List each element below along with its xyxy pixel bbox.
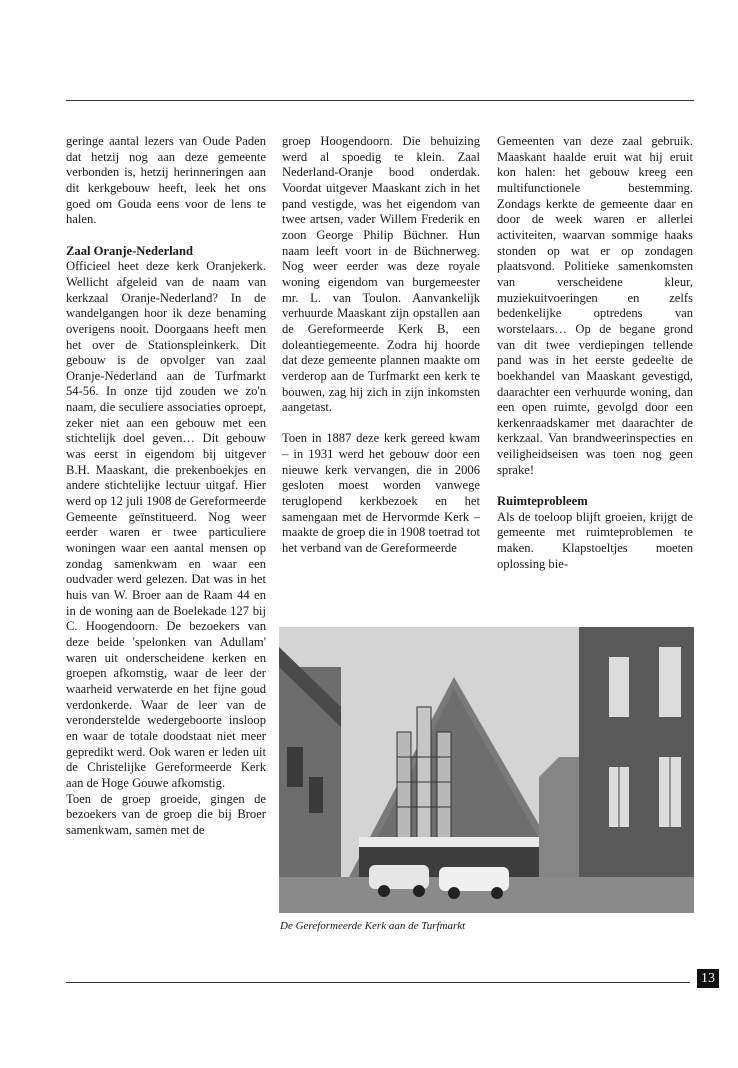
church-photo [279,627,694,913]
paragraph: geringe aantal lezers van Oude Paden dat hetzij nog aan deze gemeente verbonden is, hetzij herinneringen aan dit kerkgebouw heeft, leek het ons goed om Gouda eens voor de lens te halen. [66,134,266,227]
section-heading: Ruimteprobleem [497,494,588,509]
page-number: 13 [697,969,719,988]
text-column-2 [282,134,480,557]
paragraph: Als de toeloop blijft groeien, krijgt de gemeente met ruimteproblemen te maken. Klapstoeltjes moeten oplossing bie- [497,509,693,571]
photo-caption: De Gereformeerde Kerk aan de Turfmarkt [280,920,466,932]
church-illustration [279,627,694,913]
paragraph: Toen in 1887 deze kerk gereed kwam – in 1931 werd het gebouw door een nieuwe kerk vervangen, die in 2006 gesloten moest worden vanwege teruglopend kerkbezoek en het samengaan met de Hervormde Kerk – maakte de groep die in 1908 toetrad tot het verband van de Gereformeerde [282,431,480,556]
text-column-1 [66,134,266,839]
paragraph: Officieel heet deze kerk Oranjekerk. Wellicht afgeleid van de naam van kerkzaal Oranje-Nederland? In de wandelgangen hoor ik deze benaming overigens nooit. Doorgaans heeft men het over de Stationspleinkerk. Dit gebouw is de opvolger van zaal Oranje-Nederland aan de Turfmarkt 54-56. In onze tijd zouden we zo'n naam, die seculiere associaties oproept, zeker niet aan een gebouw met een stichtelijk doel geven… Dit gebouw was eerst in eigendom bij uitgever B.H. Maaskant, die prekenboekjes en andere stichtelijke lectuur uitgaf. Hier werd op 12 juli 1908 de Gereformeerde Gemeente geïnstitueerd. Nog weer eerder waren er twee particuliere woningen waar een aantal mensen op zondag samenkwam en waar een oudvader werd gelezen. Dat was in het huis van W. Broer aan de Raam 44 en in de woning aan de Boelekade 127 bij C. Hoogendoorn. De bezoekers van deze beide 'spelonken van Adullam' waren uit onderscheidene kerken en groepen afkomstig, waar de leer der waarheid verwaterde en het fijne goud verdonkerde. Waar de leer van de veronderstelde wedergeboorte insloop en waar de totale doodstaat niet meer gepredikt werd. Ook waren er leden uit de Christelijke Gereformeerde Kerk aan de Hoge Gouwe afkomstig. [66,259,266,790]
section-heading: Zaal Oranje-Nederland [66,243,193,258]
top-rule [66,100,694,101]
paragraph: groep Hoogendoorn. Die behuizing werd al spoedig te klein. Zaal Nederland-Oranje bood onderdak. Voordat uitgever Maaskant zich in het pand vestigde, was het eigendom van twee artsen, vader Willem Frederik en zoon George Philip Büchner. Hun naam leeft voort in de Büchnerweg. Nog weer eerder was deze royale woning eigendom van burgemeester mr. L. van Toulon. Aanvankelijk verhuurde Maaskant zijn opstallen aan de Gereformeerde Kerk B, een doleantiegemeente. Zodra hij hoorde dat deze gemeente plannen maakte om verderop aan de Turfmarkt een kerk te bouwen, zag hij zich in zijn inkomsten aangetast. [282,134,480,415]
paragraph: Toen de groep groeide, gingen de bezoekers van de groep die bij Broer samenkwam, samen met de [66,791,266,837]
paragraph: Gemeenten van deze zaal gebruik. Maaskant haalde eruit wat hij eruit kon halen: het gebouw kreeg een multifunctionele bestemming. Zondags kerkte de gemeente daar en door de week waren er allerlei activiteiten, waarvan sommige haaks stonden op wat er op zondagen plaatsvond. Politieke samenkomsten van verscheidene kleur, muziekuitvoeringen en zelfs bedenkelijke optredens van worstelaars… Op de begane grond van dit twee verdiepingen tellende pand was in het eerste gedeelte de boekhandel van Maaskant gevestigd, daarachter een verhuurde woning, dan een open ruimte, gevolgd door een kerkenraadskamer met daarachter de kerkzaal. Van brandweerinspecties en veiligheidseisen was toen nog geen sprake! [497,134,693,477]
bottom-rule [66,982,690,983]
text-column-3 [497,134,693,572]
